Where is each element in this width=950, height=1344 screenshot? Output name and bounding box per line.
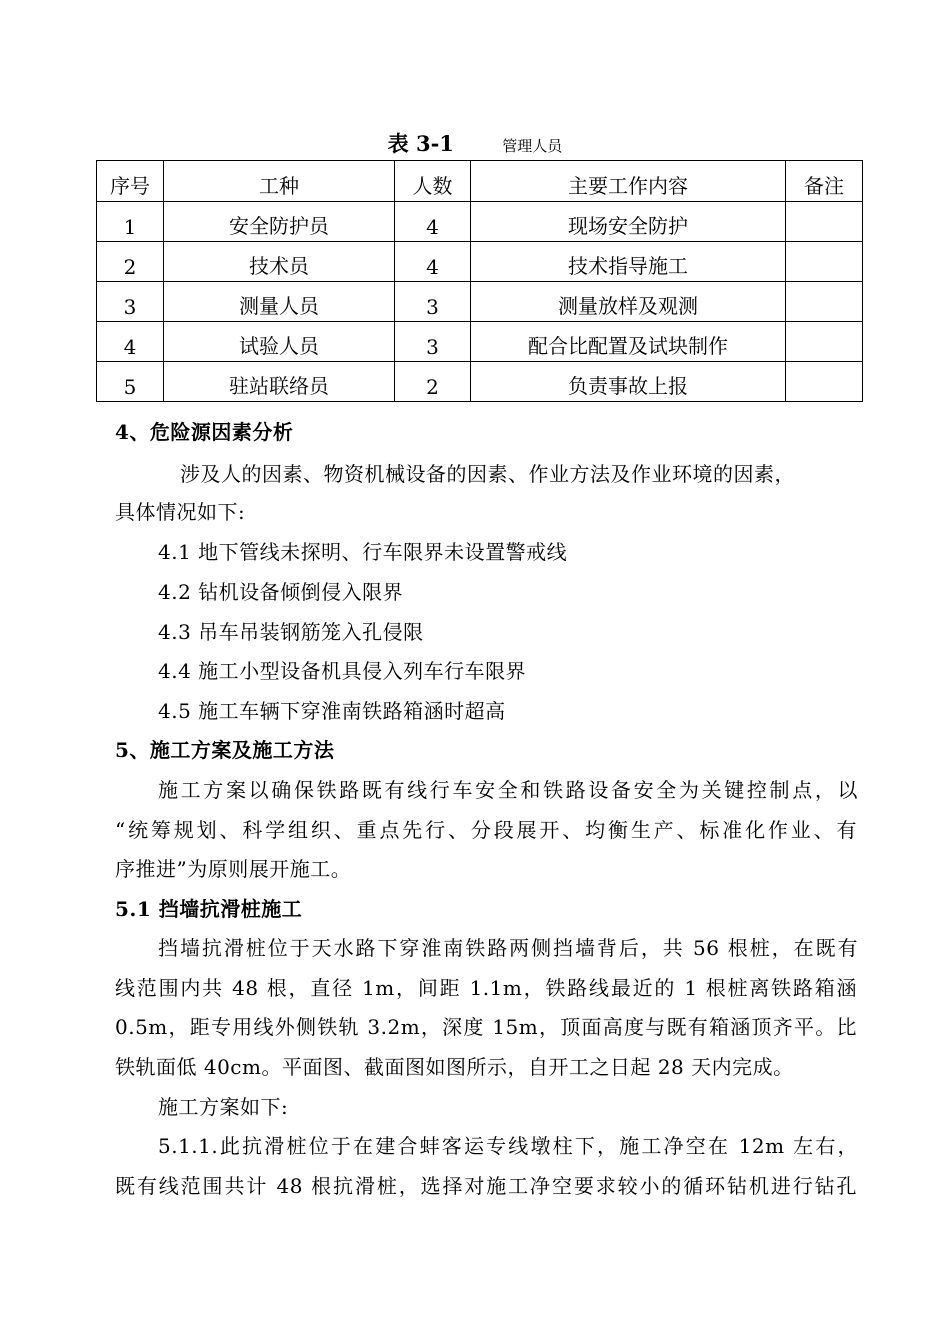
table-row bbox=[97, 362, 863, 402]
section5-para-line2: “统筹规划、科学组织、重点先行、分段展开、均衡生产、标准化作业、有 bbox=[115, 818, 857, 842]
hazard-item: 4.2 钻机设备倾倒侵入限界 bbox=[158, 580, 404, 604]
table-cell: 现场安全防护 bbox=[471, 202, 786, 242]
hazard-item: 4.4 施工小型设备机具侵入列车行车限界 bbox=[158, 659, 527, 683]
table-cell: 4 bbox=[97, 322, 164, 362]
hazard-item: 4.1 地下管线未探明、行车限界未设置警戒线 bbox=[158, 540, 568, 564]
table-cell: 3 bbox=[97, 282, 164, 322]
hazard-item: 4.3 吊车吊装钢筋笼入孔侵限 bbox=[158, 620, 424, 644]
table-cell bbox=[786, 202, 863, 242]
section5-heading: 5、施工方案及施工方法 bbox=[115, 738, 335, 762]
table-row bbox=[97, 322, 863, 362]
table-cell: 2 bbox=[97, 242, 164, 282]
header-cell: 备注 bbox=[786, 161, 863, 202]
section5-para-line1: 施工方案以确保铁路既有线行车安全和铁路设备安全为关键控制点，以 bbox=[158, 778, 858, 802]
hazard-item: 4.5 施工车辆下穿淮南铁路箱涵时超高 bbox=[158, 699, 506, 723]
table-caption bbox=[0, 128, 950, 158]
section51-para-line2: 线范围内共 48 根，直径 1m，间距 1.1m，铁路线最近的 1 根桩离铁路箱涵 bbox=[115, 976, 857, 1000]
table-cell: 3 bbox=[395, 322, 471, 362]
table-cell bbox=[786, 362, 863, 402]
staff-table bbox=[96, 160, 863, 402]
header-cell: 人数 bbox=[395, 161, 471, 202]
table-cell: 技术员 bbox=[164, 242, 395, 282]
table-cell: 驻站联络员 bbox=[164, 362, 395, 402]
section4-intro-line2: 具体情况如下: bbox=[115, 500, 246, 524]
table-header-row bbox=[97, 161, 863, 202]
table-cell: 负责事故上报 bbox=[471, 362, 786, 402]
table-cell: 配合比配置及试块制作 bbox=[471, 322, 786, 362]
section51-para-line3: 0.5m，距专用线外侧铁轨 3.2m，深度 15m，顶面高度与既有箱涵顶齐平。比 bbox=[115, 1015, 857, 1039]
table-cell: 测量人员 bbox=[164, 282, 395, 322]
section5-para-line3: 序推进”为原则展开施工。 bbox=[115, 857, 352, 881]
table-cell: 4 bbox=[395, 242, 471, 282]
table-cell: 技术指导施工 bbox=[471, 242, 786, 282]
table-cell bbox=[786, 322, 863, 362]
step-line1: 5.1.1.此抗滑桩位于在建合蚌客运专线墩柱下，施工净空在 12m 左右， bbox=[158, 1134, 858, 1158]
table-row bbox=[97, 242, 863, 282]
table-row bbox=[97, 282, 863, 322]
step-line2: 既有线范围共计 48 根抗滑桩，选择对施工净空要求较小的循环钻机进行钻孔 bbox=[115, 1174, 857, 1198]
table-cell: 1 bbox=[97, 202, 164, 242]
table-cell: 测量放样及观测 bbox=[471, 282, 786, 322]
table-cell: 安全防护员 bbox=[164, 202, 395, 242]
table-cell: 试验人员 bbox=[164, 322, 395, 362]
table-cell: 2 bbox=[395, 362, 471, 402]
table-cell: 3 bbox=[395, 282, 471, 322]
header-cell: 主要工作内容 bbox=[471, 161, 786, 202]
table-row bbox=[97, 202, 863, 242]
section51-para-line1: 挡墙抗滑桩位于天水路下穿淮南铁路两侧挡墙背后，共 56 根桩，在既有 bbox=[158, 936, 858, 960]
plan-intro: 施工方案如下: bbox=[158, 1095, 289, 1119]
table-number: 表 3-1 bbox=[387, 131, 454, 156]
section4-intro-line1: 涉及人的因素、物资机械设备的因素、作业方法及作业环境的因素， bbox=[180, 462, 795, 486]
header-cell: 序号 bbox=[97, 161, 164, 202]
table-cell bbox=[786, 282, 863, 322]
table-cell: 5 bbox=[97, 362, 164, 402]
header-cell: 工种 bbox=[164, 161, 395, 202]
table-title: 管理人员 bbox=[502, 137, 563, 155]
table-cell bbox=[786, 242, 863, 282]
section51-para-line4: 铁轨面低 40cm。平面图、截面图如图所示，自开工之日起 28 天内完成。 bbox=[115, 1055, 794, 1079]
table-cell: 4 bbox=[395, 202, 471, 242]
section51-heading: 5.1 挡墙抗滑桩施工 bbox=[115, 897, 303, 921]
section4-heading: 4、危险源因素分析 bbox=[115, 420, 294, 444]
